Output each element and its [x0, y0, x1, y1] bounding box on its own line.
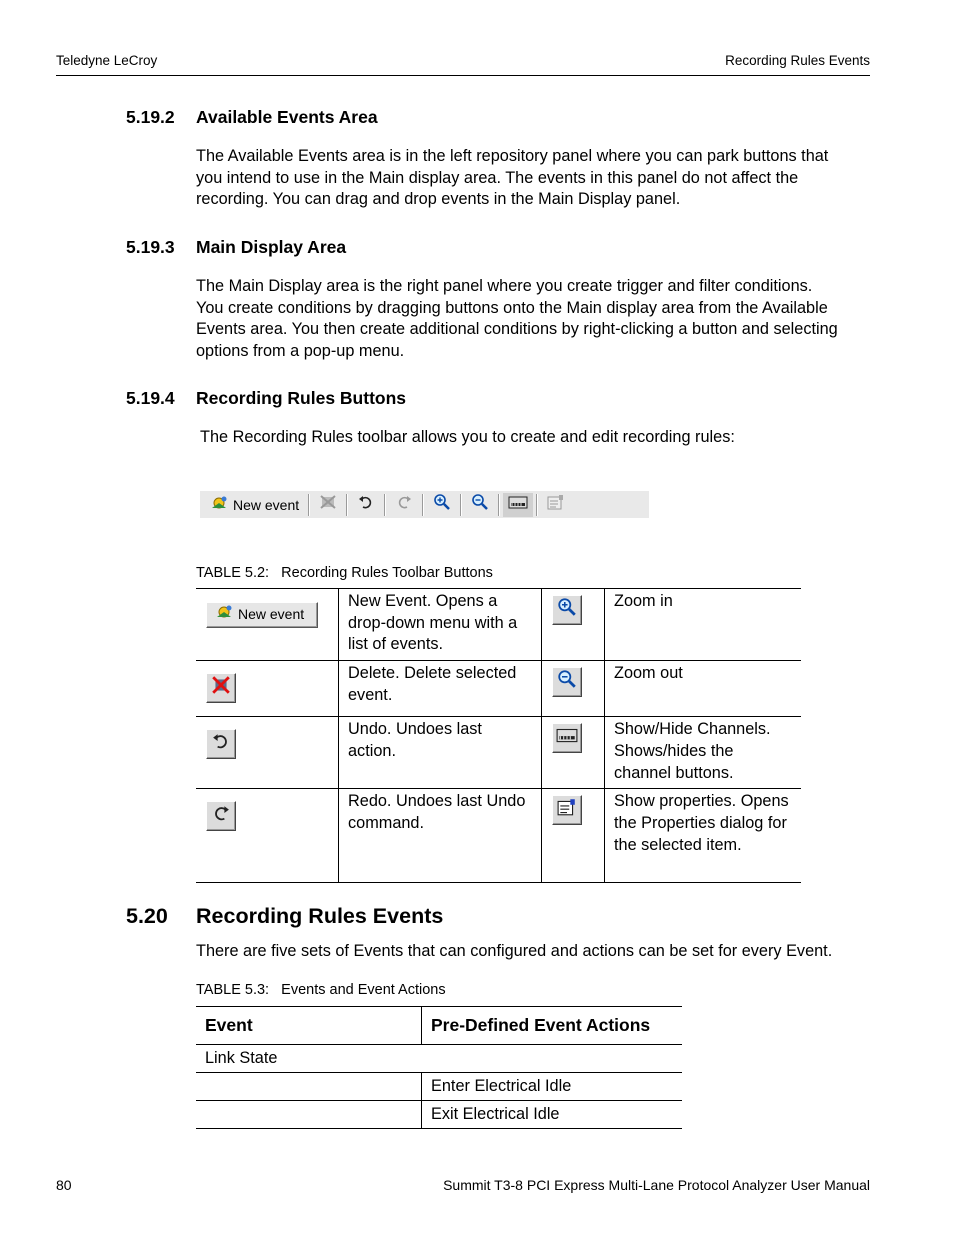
caption-label: TABLE 5.3:: [196, 982, 270, 998]
section-body-recording-rules-buttons: The Recording Rules toolbar allows you to create and edit recording rules:: [200, 428, 735, 446]
show-hide-channels-button[interactable]: [552, 723, 582, 753]
toolbar-separator: [346, 494, 348, 516]
table-group-row: [196, 1045, 682, 1073]
recording-rules-toolbar: [200, 491, 649, 518]
table-row: [196, 1073, 682, 1101]
show-hide-channels-icon: [556, 726, 578, 751]
toolbar-new-event-label: New event: [233, 496, 300, 513]
zoom-in-icon: [557, 597, 577, 624]
section-number: 5.19.4: [126, 388, 175, 408]
table-caption: [196, 565, 493, 581]
table-cell-event: [196, 1101, 422, 1129]
section-title: Recording Rules Events: [196, 904, 444, 928]
table-cell-description: Zoom in: [605, 589, 802, 661]
table-cell-icon: [196, 717, 339, 789]
section-title: Main Display Area: [196, 237, 347, 257]
table-cell-event: [196, 1073, 422, 1101]
undo-button[interactable]: [206, 729, 236, 759]
section-title: Available Events Area: [196, 107, 378, 127]
section-heading-available-events: [126, 107, 378, 128]
table-cell-action: Enter Electrical Idle: [422, 1073, 683, 1101]
table-cell-description: Show/Hide Channels. Shows/hides the channel buttons.: [605, 717, 802, 789]
redo-icon: [212, 804, 230, 829]
new-event-button-label: New event: [238, 606, 305, 623]
delete-icon: [211, 675, 231, 702]
new-event-button[interactable]: [206, 602, 318, 628]
table-cell-description: Undo. Undoes last action.: [339, 717, 542, 789]
body-line: Events area. You then create additional conditions by right-clicking a button and selecting: [196, 320, 838, 339]
toolbar-separator: [536, 494, 538, 516]
zoom-out-button[interactable]: [552, 667, 582, 697]
section-heading-main-display: [126, 237, 346, 258]
table-cell-icon: [542, 789, 605, 883]
zoom-in-icon: [433, 493, 451, 516]
toolbar-separator: [498, 494, 500, 516]
table-cell-icon: [542, 661, 605, 717]
toolbar-zoom-in-button[interactable]: [427, 493, 457, 517]
section-heading-recording-rules-events: [126, 904, 443, 929]
section-body-available-events: [196, 146, 876, 211]
caption-label: TABLE 5.2:: [196, 565, 270, 581]
column-header-actions: Pre-Defined Event Actions: [422, 1007, 683, 1045]
toolbar-show-hide-channels-button[interactable]: [503, 493, 533, 517]
zoom-in-button[interactable]: [552, 595, 582, 625]
section-body-main-display: [196, 276, 876, 363]
caption-title: Recording Rules Toolbar Buttons: [281, 565, 493, 581]
footer-page-number: 80: [56, 1177, 72, 1193]
table-row: [196, 717, 801, 789]
body-line: options from a pop-up menu.: [196, 342, 405, 361]
section-number: 5.19.3: [126, 237, 175, 257]
new-event-icon: [210, 495, 228, 514]
table-row: [196, 1101, 682, 1129]
table-cell-action: Exit Electrical Idle: [422, 1101, 683, 1129]
toolbar-separator: [422, 494, 424, 516]
section-heading-recording-rules-buttons: [126, 388, 406, 409]
table-row: [196, 661, 801, 717]
table-caption: [196, 982, 446, 998]
table-cell-description: Show properties. Opens the Properties dialog for the selected item.: [605, 789, 802, 883]
header-right: Recording Rules Events: [725, 53, 870, 68]
properties-icon: [557, 798, 577, 823]
table-row: [196, 789, 801, 883]
body-line: The Available Events area is in the left repository panel where you can park buttons that: [196, 147, 829, 165]
toolbar-undo-button[interactable]: [351, 493, 381, 517]
table-header-row: [196, 1007, 682, 1045]
table-cell-description: New Event. Opens a drop-down menu with a list of events.: [339, 589, 542, 661]
header-rule: [56, 75, 870, 76]
undo-icon: [358, 494, 374, 515]
delete-icon: [319, 494, 337, 515]
table-cell-description: Zoom out: [605, 661, 802, 717]
table-cell-icon: [196, 789, 339, 883]
table-cell-icon: [196, 589, 339, 661]
toolbar-separator: [308, 494, 310, 516]
header-left: Teledyne LeCroy: [56, 53, 158, 68]
group-label: Link State: [196, 1045, 682, 1073]
undo-icon: [212, 732, 230, 757]
table-cell-description: Redo. Undoes last Undo command.: [339, 789, 542, 883]
section-number: 5.20: [126, 904, 168, 928]
new-event-icon: [215, 604, 233, 627]
properties-icon: [547, 494, 565, 515]
show-properties-button[interactable]: [552, 795, 582, 825]
toolbar-buttons-table: [196, 588, 801, 883]
events-table: [196, 1006, 682, 1129]
toolbar-properties-button[interactable]: [541, 493, 571, 517]
table-cell-description: Delete. Delete selected event.: [339, 661, 542, 717]
column-header-event: Event: [196, 1007, 422, 1045]
zoom-out-icon: [471, 493, 489, 516]
toolbar-redo-button[interactable]: [389, 493, 419, 517]
show-hide-channels-icon: [508, 494, 528, 515]
footer-title: Summit T3-8 PCI Express Multi-Lane Protocol Analyzer User Manual: [443, 1177, 870, 1193]
toolbar-new-event-button[interactable]: [200, 493, 305, 517]
body-line: recording. You can drag and drop events in the Main Display panel.: [196, 190, 681, 209]
toolbar-zoom-out-button[interactable]: [465, 493, 495, 517]
toolbar-separator: [460, 494, 462, 516]
table-cell-icon: [542, 589, 605, 661]
body-line: You create conditions by dragging buttons onto the Main display area from the Available: [196, 298, 828, 317]
body-line: The Main Display area is the right panel where you create trigger and filter conditions.: [196, 277, 813, 295]
section-number: 5.19.2: [126, 107, 175, 127]
table-cell-icon: [542, 717, 605, 789]
section-title: Recording Rules Buttons: [196, 388, 407, 408]
body-line: you intend to use in the Main display area. The events in this panel do not affect the: [196, 168, 799, 187]
caption-title: Events and Event Actions: [281, 982, 446, 998]
redo-button[interactable]: [206, 801, 236, 831]
delete-button[interactable]: [206, 673, 236, 703]
zoom-out-icon: [557, 669, 577, 696]
table-row: [196, 589, 801, 661]
redo-icon: [396, 494, 412, 515]
toolbar-separator: [384, 494, 386, 516]
table-cell-icon: [196, 661, 339, 717]
section-body-recording-rules-events: There are five sets of Events that can configured and actions can be set for every Event.: [196, 942, 833, 960]
toolbar-delete-button[interactable]: [313, 493, 343, 517]
